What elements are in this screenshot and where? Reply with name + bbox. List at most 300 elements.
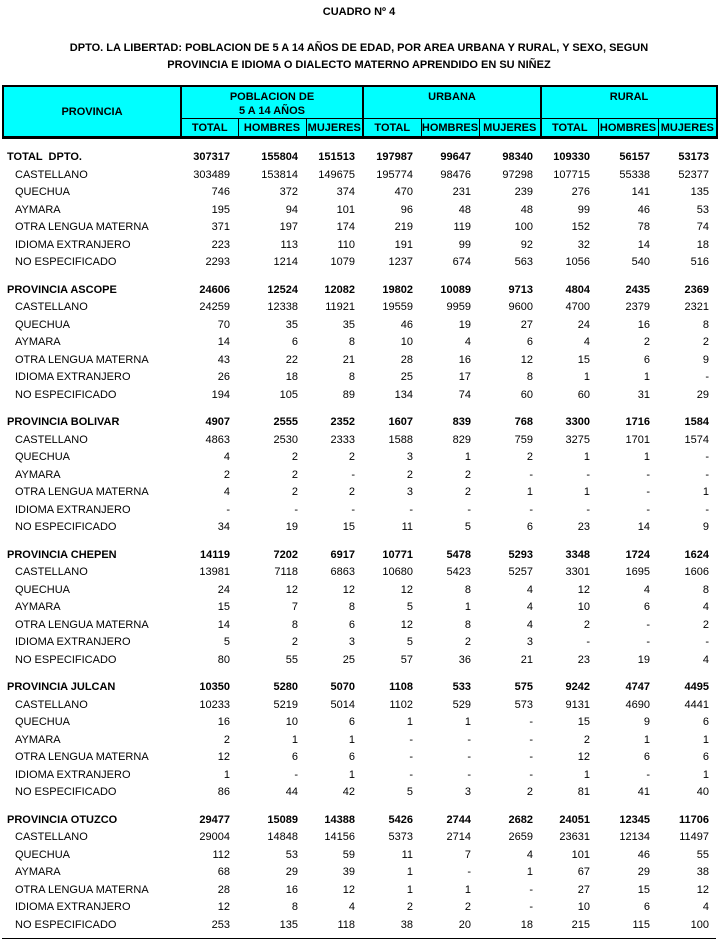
value-cell: 100 [690, 918, 709, 931]
value-cell: 5014 [330, 698, 355, 711]
language-row [2, 732, 716, 750]
value-cell: - [646, 503, 650, 516]
value-cell: 18 [285, 371, 298, 383]
value-cell: 34 [217, 521, 230, 533]
value-cell: 1607 [388, 416, 413, 428]
value-cell: 2333 [330, 433, 355, 446]
value-cell: 8 [526, 371, 533, 383]
value-cell: - [705, 636, 709, 648]
value-cell: 533 [452, 681, 471, 693]
value-cell: 32 [577, 238, 590, 251]
value-cell: 1 [643, 371, 650, 383]
value-cell: 563 [514, 256, 533, 268]
value-cell: 1 [406, 883, 413, 896]
header-row-groups [3, 86, 717, 119]
value-cell: 2 [291, 636, 298, 648]
value-cell: 12 [342, 883, 355, 896]
province-total-row [2, 812, 716, 830]
value-cell: - [226, 503, 230, 516]
language-label: NO ESPECIFICADO [15, 521, 117, 533]
value-cell: 12345 [619, 813, 650, 826]
language-row [2, 467, 716, 485]
value-cell: 4 [702, 601, 709, 613]
value-cell: 10 [577, 601, 590, 613]
value-cell: 16 [285, 883, 298, 896]
language-row [2, 202, 716, 220]
value-cell: 6 [702, 751, 709, 763]
value-cell: - [467, 503, 471, 516]
language-row [2, 847, 716, 865]
language-label: QUECHUA [15, 451, 71, 463]
value-cell: - [294, 503, 298, 516]
province-group [2, 679, 716, 802]
value-cell: - [529, 901, 533, 913]
value-cell: 22 [285, 353, 298, 366]
value-cell: 1 [702, 768, 709, 781]
value-cell: 3 [464, 786, 471, 798]
language-label: NO ESPECIFICADO [15, 388, 117, 401]
province-total-row [2, 282, 716, 300]
value-cell: 15 [342, 521, 355, 533]
value-cell: 4 [643, 583, 650, 596]
value-cell: 141 [631, 186, 650, 198]
language-label: AYMARA [15, 468, 61, 481]
value-cell: - [646, 468, 650, 481]
value-cell: - [409, 751, 413, 763]
table-title [0, 40, 718, 74]
value-cell: 23631 [559, 831, 590, 843]
value-cell: 152 [571, 221, 590, 233]
value-cell: 1237 [388, 256, 413, 268]
value-cell: 516 [690, 256, 709, 268]
value-cell: 9600 [508, 301, 533, 313]
value-cell: - [586, 503, 590, 516]
header-poblacion-line1: POBLACION DE [229, 91, 315, 103]
value-cell: 1724 [625, 548, 650, 561]
value-cell: 371 [211, 221, 230, 233]
language-row [2, 917, 716, 935]
value-cell: - [294, 768, 298, 781]
value-cell: 35 [285, 318, 298, 331]
value-cell: - [586, 636, 590, 648]
language-label: CASTELLANO [15, 831, 88, 843]
language-label: CASTELLANO [15, 566, 88, 578]
value-cell: 223 [211, 238, 230, 251]
value-cell: 1079 [330, 256, 355, 268]
language-row [2, 432, 716, 450]
language-label: CASTELLANO [15, 168, 88, 181]
value-cell: 23 [577, 521, 590, 533]
value-cell: 1 [348, 768, 355, 781]
value-cell: 1 [526, 866, 533, 878]
value-cell: 768 [514, 416, 533, 428]
value-cell: 2 [223, 468, 230, 481]
value-cell: 4 [223, 451, 230, 463]
value-cell: 99647 [440, 151, 471, 163]
value-cell: 12 [696, 883, 709, 896]
value-cell: - [646, 486, 650, 498]
value-cell: 55 [285, 653, 298, 666]
value-cell: 110 [337, 238, 355, 251]
value-cell: 24606 [199, 283, 230, 296]
province-group [2, 149, 716, 272]
table-header [2, 85, 718, 139]
province-group [2, 282, 716, 405]
value-cell: 2352 [330, 416, 355, 428]
value-cell: 60 [577, 388, 590, 401]
value-cell: 19802 [382, 283, 413, 296]
language-row [2, 317, 716, 335]
value-cell: 2 [526, 451, 533, 463]
value-cell: 6 [348, 751, 355, 763]
value-cell: 94 [285, 203, 298, 216]
value-cell: 9 [702, 521, 709, 533]
value-cell: 9713 [508, 283, 533, 296]
value-cell: - [586, 468, 590, 481]
province-label: PROVINCIA JULCAN [7, 681, 116, 693]
value-cell: 8 [348, 371, 355, 383]
value-cell: - [705, 371, 709, 383]
value-cell: 1102 [389, 698, 413, 711]
value-cell: 6 [348, 618, 355, 631]
value-cell: 12 [400, 618, 413, 631]
value-cell: 11497 [679, 831, 709, 843]
value-cell: 14388 [324, 813, 355, 826]
value-cell: 253 [211, 918, 230, 931]
value-cell: - [646, 768, 650, 781]
value-cell: 8 [464, 618, 471, 631]
value-cell: 99 [458, 238, 471, 251]
value-cell: 14848 [267, 831, 298, 843]
value-cell: - [646, 636, 650, 648]
language-label: OTRA LENGUA MATERNA [15, 751, 149, 763]
language-row [2, 582, 716, 600]
value-cell: 59 [342, 848, 355, 861]
value-cell: 8 [702, 583, 709, 596]
value-cell: 21 [520, 653, 533, 666]
language-row [2, 599, 716, 617]
value-cell: 4863 [205, 433, 230, 446]
table-bottom-rule [2, 938, 716, 939]
value-cell: 18 [696, 238, 709, 251]
language-row [2, 519, 716, 537]
value-cell: 372 [279, 186, 298, 198]
value-cell: 4690 [625, 698, 650, 711]
header-cell-mujeres-poblacion: MUJERES [306, 119, 363, 138]
value-cell: 2 [291, 486, 298, 498]
value-cell: 55 [696, 848, 709, 861]
value-cell: 149675 [318, 168, 355, 181]
value-cell: - [409, 768, 413, 781]
value-cell: 17 [458, 371, 471, 383]
value-cell: 6 [643, 353, 650, 366]
value-cell: 2 [464, 901, 471, 913]
language-row [2, 449, 716, 467]
language-row [2, 184, 716, 202]
language-label: OTRA LENGUA MATERNA [15, 221, 149, 233]
value-cell: 98476 [440, 168, 471, 181]
value-cell: 3300 [565, 416, 590, 428]
language-row [2, 167, 716, 185]
value-cell: 15 [217, 601, 230, 613]
value-cell: 3 [406, 451, 413, 463]
value-cell: 3 [406, 486, 413, 498]
value-cell: - [646, 618, 650, 631]
value-cell: 98340 [502, 151, 533, 163]
value-cell: 6 [643, 751, 650, 763]
value-cell: 8 [348, 336, 355, 348]
language-row [2, 864, 716, 882]
value-cell: 42 [342, 786, 355, 798]
value-cell: 11706 [679, 813, 709, 826]
value-cell: - [529, 503, 533, 516]
value-cell: 13981 [199, 566, 230, 578]
value-cell: 16 [217, 716, 230, 728]
value-cell: 2682 [508, 813, 533, 826]
value-cell: 6 [526, 336, 533, 348]
language-row [2, 334, 716, 352]
value-cell: 4495 [684, 681, 709, 693]
language-row [2, 369, 716, 387]
province-label: PROVINCIA ASCOPE [7, 283, 117, 296]
value-cell: 1701 [625, 433, 650, 446]
value-cell: 52377 [678, 168, 709, 181]
value-cell: 28 [400, 353, 413, 366]
value-cell: - [705, 503, 709, 516]
value-cell: 4 [583, 336, 590, 348]
value-cell: 1624 [684, 548, 709, 561]
language-row [2, 634, 716, 652]
value-cell: 12 [577, 751, 590, 763]
value-cell: 100 [514, 221, 533, 233]
value-cell: 26 [217, 371, 230, 383]
value-cell: 6 [291, 751, 298, 763]
value-cell: 135 [279, 918, 298, 931]
value-cell: 97298 [502, 168, 533, 181]
value-cell: 2714 [446, 831, 471, 843]
value-cell: 27 [577, 883, 590, 896]
value-cell: 1 [702, 733, 709, 746]
value-cell: 4907 [205, 416, 230, 428]
value-cell: - [529, 768, 533, 781]
value-cell: 153814 [261, 168, 298, 181]
value-cell: 9 [702, 353, 709, 366]
value-cell: 19559 [382, 301, 413, 313]
value-cell: 2 [583, 733, 590, 746]
header-cell-urbana: URBANA [363, 86, 541, 119]
value-cell: - [467, 866, 471, 878]
value-cell: 119 [453, 221, 471, 233]
value-cell: 14119 [200, 548, 230, 561]
language-row [2, 502, 716, 520]
value-cell: 24051 [559, 813, 590, 826]
header-cell-provincia: PROVINCIA [3, 86, 181, 138]
language-label: AYMARA [15, 601, 61, 613]
value-cell: - [705, 451, 709, 463]
value-cell: 4 [702, 653, 709, 666]
value-cell: 12134 [619, 831, 650, 843]
value-cell: 19 [458, 318, 471, 331]
value-cell: 44 [285, 786, 298, 798]
value-cell: 29 [696, 388, 709, 401]
value-cell: 4700 [565, 301, 590, 313]
value-cell: 4 [702, 901, 709, 913]
value-cell: 839 [452, 416, 471, 428]
value-cell: - [529, 733, 533, 746]
value-cell: 10350 [199, 681, 230, 693]
language-row [2, 767, 716, 785]
value-cell: 3348 [565, 548, 590, 561]
value-cell: 2 [583, 618, 590, 631]
value-cell: 191 [394, 238, 413, 251]
language-label: IDIOMA EXTRANJERO [15, 768, 131, 781]
value-cell: 24 [217, 583, 230, 596]
language-row [2, 387, 716, 405]
value-cell: 4747 [625, 681, 650, 693]
value-cell: 1588 [388, 433, 413, 446]
value-cell: 759 [514, 433, 533, 446]
value-cell: 8 [702, 318, 709, 331]
value-cell: 12 [520, 353, 533, 366]
value-cell: 15 [577, 353, 590, 366]
value-cell: 28 [217, 883, 230, 896]
value-cell: 2 [702, 618, 709, 631]
value-cell: 5 [464, 521, 471, 533]
value-cell: 46 [400, 318, 413, 331]
value-cell: 2 [643, 336, 650, 348]
value-cell: 195 [211, 203, 230, 216]
value-cell: 101 [336, 203, 355, 216]
language-row [2, 652, 716, 670]
value-cell: 115 [632, 918, 650, 931]
value-cell: 231 [452, 186, 471, 198]
province-label: TOTAL DPTO. [7, 151, 82, 163]
value-cell: 23 [577, 653, 590, 666]
value-cell: 16 [458, 353, 471, 366]
value-cell: 8 [291, 901, 298, 913]
value-cell: 1 [223, 768, 230, 781]
value-cell: 19 [285, 521, 298, 533]
value-cell: 9959 [446, 301, 471, 313]
value-cell: 174 [336, 221, 355, 233]
value-cell: 5 [406, 601, 413, 613]
value-cell: 18 [520, 918, 533, 931]
value-cell: 2 [291, 451, 298, 463]
value-cell: 24 [577, 318, 590, 331]
value-cell: 575 [514, 681, 533, 693]
value-cell: 5478 [446, 548, 471, 561]
value-cell: 15 [577, 716, 590, 728]
value-cell: 1606 [684, 566, 709, 578]
value-cell: 12082 [324, 283, 355, 296]
value-cell: 39 [342, 866, 355, 878]
value-cell: 155804 [261, 151, 298, 163]
value-cell: 9131 [565, 698, 590, 711]
value-cell: 1 [583, 371, 590, 383]
value-cell: 194 [211, 388, 230, 401]
value-cell: 674 [452, 256, 471, 268]
value-cell: 746 [211, 186, 230, 198]
value-cell: 36 [458, 653, 471, 666]
value-cell: 109330 [553, 151, 590, 163]
value-cell: 89 [342, 388, 355, 401]
language-label: AYMARA [15, 866, 61, 878]
language-label: QUECHUA [15, 716, 71, 728]
value-cell: 4 [464, 336, 471, 348]
value-cell: 1 [348, 733, 355, 746]
value-cell: 2435 [625, 283, 650, 296]
value-cell: 6 [702, 716, 709, 728]
value-cell: 6 [643, 901, 650, 913]
value-cell: 151513 [318, 151, 355, 163]
language-label: QUECHUA [15, 318, 71, 331]
value-cell: 2744 [446, 813, 471, 826]
value-cell: 2 [223, 733, 230, 746]
value-cell: 11921 [325, 301, 355, 313]
value-cell: 53173 [678, 151, 709, 163]
value-cell: 9242 [565, 681, 590, 693]
value-cell: 29004 [199, 831, 230, 843]
value-cell: 15 [637, 883, 650, 896]
value-cell: 197987 [376, 151, 413, 163]
value-cell: 5373 [388, 831, 413, 843]
value-cell: 99 [577, 203, 590, 216]
value-cell: 38 [696, 866, 709, 878]
value-cell: 1 [406, 866, 413, 878]
value-cell: 307317 [193, 151, 230, 163]
value-cell: 1056 [565, 256, 590, 268]
value-cell: 303489 [193, 168, 230, 181]
value-cell: 113 [280, 238, 298, 251]
language-row [2, 697, 716, 715]
value-cell: 14 [217, 618, 230, 631]
header-cell-rural: RURAL [541, 86, 717, 119]
value-cell: 1 [526, 486, 533, 498]
header-cell-hombres-urbana: HOMBRES [421, 119, 479, 138]
value-cell: 2530 [273, 433, 298, 446]
value-cell: 78 [637, 221, 650, 233]
value-cell: 1574 [684, 433, 709, 446]
value-cell: 118 [337, 918, 355, 931]
value-cell: 7118 [274, 566, 298, 578]
value-cell: 35 [342, 318, 355, 331]
value-cell: 2 [464, 636, 471, 648]
value-cell: 25 [342, 653, 355, 666]
province-label: PROVINCIA OTUZCO [7, 813, 118, 826]
language-label: CASTELLANO [15, 301, 88, 313]
value-cell: 5219 [273, 698, 298, 711]
value-cell: 6 [643, 601, 650, 613]
language-row [2, 829, 716, 847]
value-cell: 21 [342, 353, 355, 366]
value-cell: 540 [631, 256, 650, 268]
value-cell: 10 [577, 901, 590, 913]
language-label: IDIOMA EXTRANJERO [15, 371, 131, 383]
value-cell: 53 [696, 203, 709, 216]
value-cell: 1 [464, 883, 471, 896]
language-label: NO ESPECIFICADO [15, 653, 117, 666]
value-cell: 197 [279, 221, 298, 233]
value-cell: 55338 [619, 168, 650, 181]
language-label: IDIOMA EXTRANJERO [15, 503, 131, 516]
language-label: CASTELLANO [15, 698, 88, 711]
value-cell: 48 [458, 203, 471, 216]
value-cell: 12 [217, 751, 230, 763]
value-cell: 60 [520, 388, 533, 401]
value-cell: 8 [291, 618, 298, 631]
value-cell: 1 [464, 451, 471, 463]
value-cell: 38 [400, 918, 413, 931]
